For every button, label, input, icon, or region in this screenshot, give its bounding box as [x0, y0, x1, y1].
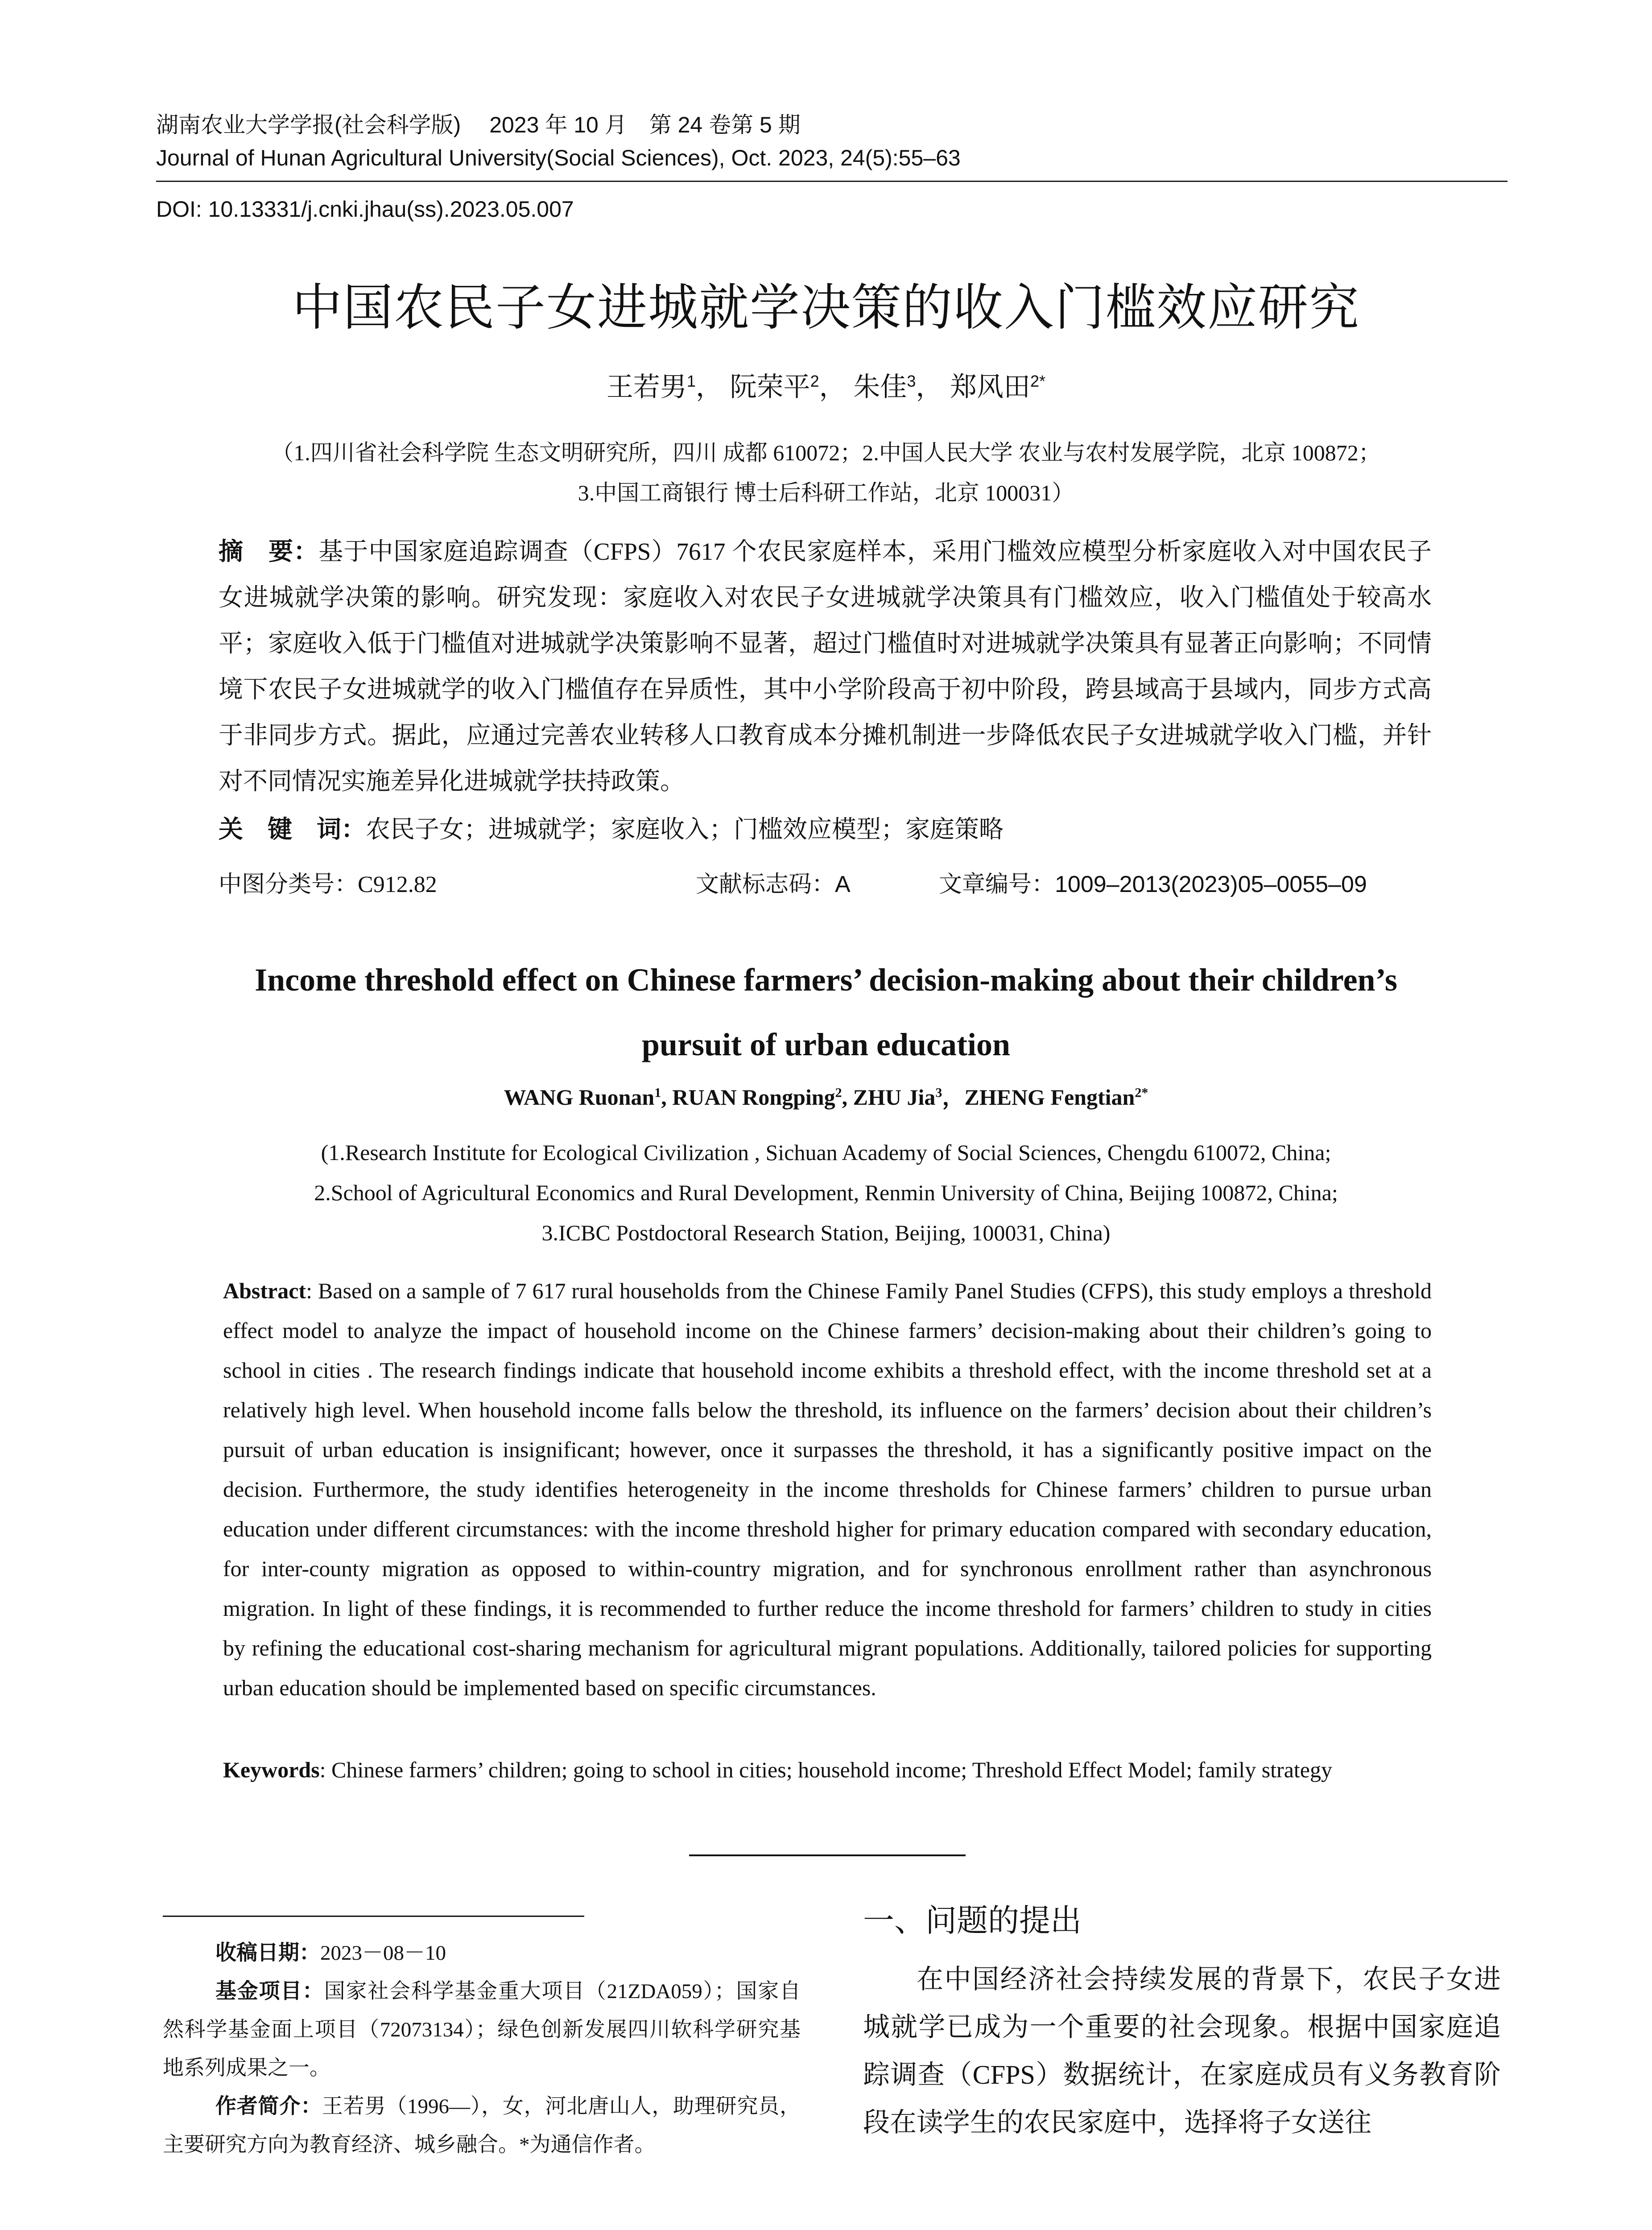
footnote-label: 作者简介：: [215, 2094, 322, 2118]
footnote-text: 国家社会科学基金重大项目（21ZDA059）；国家自然科学基金面上项目（72073134）；绿色创新发展四川软科学研究基地系列成果之一。: [163, 1980, 801, 2080]
author-name-en: RUAN Rongping: [672, 1085, 835, 1110]
author-separator: ，: [942, 1085, 965, 1110]
author-separator: ,: [842, 1085, 853, 1110]
clc-number: [219, 865, 437, 899]
footnote-received: [163, 1933, 801, 1972]
author-affil-mark: 2*: [1135, 1085, 1148, 1100]
author-affil-mark: 3: [935, 1085, 942, 1100]
title-en-line: pursuit of urban education: [641, 1027, 1011, 1062]
journal-name-en: Journal of Hunan Agricultural University(Social Sciences), Oct. 2023, 24(5):55–63: [156, 145, 961, 170]
doc-code-label: 文献标志码：: [696, 871, 835, 897]
authors-cn: 王若男$^1$， 阮荣平$^2$， 朱佳$^3$， 郑风田$^{2*}$: [606, 372, 1046, 402]
affiliation-cn-line: （1.四川省社会科学院 生态文明研究所，四川 成都 610072；2.中国人民大学 农业与农村发展学院，北京 100872；: [271, 440, 1381, 465]
title-en: [0, 948, 1652, 1077]
author-affil-mark: 2: [835, 1085, 842, 1100]
section-divider: [689, 1854, 966, 1856]
footnote-text: 王若男（1996—），女，河北唐山人，助理研究员，主要研究方向为教育经济、城乡融合。*为通信作者。: [163, 2095, 801, 2156]
footnote-text: 2023－08－10: [320, 1941, 446, 1965]
author-name-en: ZHENG Fengtian: [964, 1085, 1135, 1110]
footnote-funding: [163, 1972, 801, 2087]
keywords-en-label: Keywords: [223, 1757, 320, 1782]
footnote-rule: [163, 1916, 584, 1917]
author-name: 郑风田: [950, 372, 1031, 402]
authors-en: [0, 1079, 1652, 1111]
author-name-en: ZHU Jia: [853, 1085, 936, 1110]
article-number: [939, 865, 1367, 899]
title-cn: 中国农民子女进城就学决策的收入门槛效应研究: [292, 280, 1360, 335]
author-affil-mark: 1: [654, 1085, 661, 1100]
author-name: 阮荣平: [730, 372, 810, 402]
title-en-line: Income threshold effect on Chinese farmers’ decision-making about their children’s: [255, 962, 1397, 998]
abstract-en-label: Abstract: [223, 1278, 306, 1303]
footnote-author-bio: [163, 2087, 801, 2164]
abstract-en-text: : Based on a sample of 7 617 rural households from the Chinese Family Panel Studies (CFPS), this study employs a threshold effect model to analyze the impact of household income on the Chinese farmers’ decision-making about their children’s going to school in cities . The research findings indicate that household income exhibits a threshold effect, with the income threshold set at a relatively high level. When household income falls below the threshold, its influence on the farmers’ decision about their children’s pursuit of urban education is insignificant; however, once it surpasses the threshold, it has a significantly positive impact on the decision. Furthermore, the study identifies heterogeneity in the income thresholds for Chinese farmers’ children to pursue urban education under different circumstances: with the income threshold higher for primary education compared with secondary education, for inter-county migration as opposed to within-country migration, and for synchronous enrollment rather than asynchronous migration. In light of these findings, it is recommended to further reduce the income threshold for farmers’ children to study in cities by refining the educational cost-sharing mechanism for agricultural migrant populations. Additionally, tailored policies for supporting urban education should be implemented based on specific circumstances.: [223, 1278, 1432, 1700]
section-body-text: 在中国经济社会持续发展的背景下，农民子女进城就学已成为一个重要的社会现象。根据中国家庭追踪调查（CFPS）数据统计，在家庭成员有义务教育阶段在读学生的农民家庭中，选择将子女送往: [863, 1965, 1501, 2137]
affiliation-en-line: (1.Research Institute for Ecological Civilization , Sichuan Academy of Social Sciences, Chengdu 610072, China;: [321, 1140, 1331, 1165]
author-separator: ,: [661, 1085, 673, 1110]
section-heading: 一、问题的提出: [863, 1903, 1082, 1938]
affiliation-en-line: 3.ICBC Postdoctoral Research Station, Beijing, 100031, China): [541, 1220, 1111, 1245]
doc-code-value: A: [835, 871, 851, 897]
author-affil-mark: 2*: [1030, 372, 1046, 390]
footnote-label: 基金项目：: [215, 1979, 324, 2003]
author-affil-mark: 3: [907, 372, 916, 390]
abstract-cn: [219, 529, 1432, 804]
abstract-cn-label: 摘 要：: [219, 537, 319, 565]
keywords-en-text: : Chinese farmers’ children; going to school in cities; household income; Threshold Effect Model; family strategy: [319, 1757, 1332, 1782]
author-name: 王若男: [606, 372, 687, 402]
footnote-label: 收稿日期：: [215, 1941, 320, 1964]
abstract-cn-text: 基于中国家庭追踪调查（CFPS）7617 个农民家庭样本，采用门槛效应模型分析家庭收入对中国农民子女进城就学决策的影响。研究发现：家庭收入对农民子女进城就学决策具有门槛效应，收入门槛值处于较高水平；家庭收入低于门槛值对进城就学决策影响不显著，超过门槛值时对进城就学决策具有显著正向影响；不同情境下农民子女进城就学的收入门槛值存在异质性，其中小学阶段高于初中阶段，跨县域高于县域内，同步方式高于非同步方式。据此，应通过完善农业转移人口教育成本分摊机制进一步降低农民子女进城就学收入门槛，并针对不同情况实施差异化进城就学扶持政策。: [219, 538, 1432, 795]
keywords-en: [223, 1751, 1432, 1789]
author-name-en: WANG Ruonan: [504, 1085, 655, 1110]
doi: DOI: 10.13331/j.cnki.jhau(ss).2023.05.007: [156, 197, 574, 222]
header-rule: [156, 181, 1507, 182]
article-number-value: 1009–2013(2023)05–0055–09: [1055, 871, 1367, 897]
clc-label: 中图分类号：: [219, 871, 358, 897]
keywords-cn-text: 农民子女；进城就学；家庭收入；门槛效应模型；家庭策略: [366, 816, 1004, 843]
affiliation-cn-line: 3.中国工商银行 博士后科研工作站，北京 100031）: [578, 480, 1074, 505]
author-affil-mark: 2: [810, 372, 819, 390]
affiliation-en-line: 2.School of Agricultural Economics and Rural Development, Renmin University of China, Beijing 100872, China;: [314, 1180, 1338, 1205]
author-name: 朱佳: [853, 372, 907, 402]
keywords-cn-label: 关 键 词：: [219, 815, 366, 843]
article-number-label: 文章编号：: [939, 871, 1055, 897]
abstract-en: [223, 1271, 1432, 1708]
document-code: [696, 865, 851, 899]
clc-value: C912.82: [358, 872, 437, 897]
journal-name-cn: 湖南农业大学学报(社会科学版) 2023 年 10 月 第 24 卷第 5 期: [156, 112, 801, 137]
author-affil-mark: 1: [686, 372, 696, 390]
keywords-cn: [219, 809, 1004, 845]
